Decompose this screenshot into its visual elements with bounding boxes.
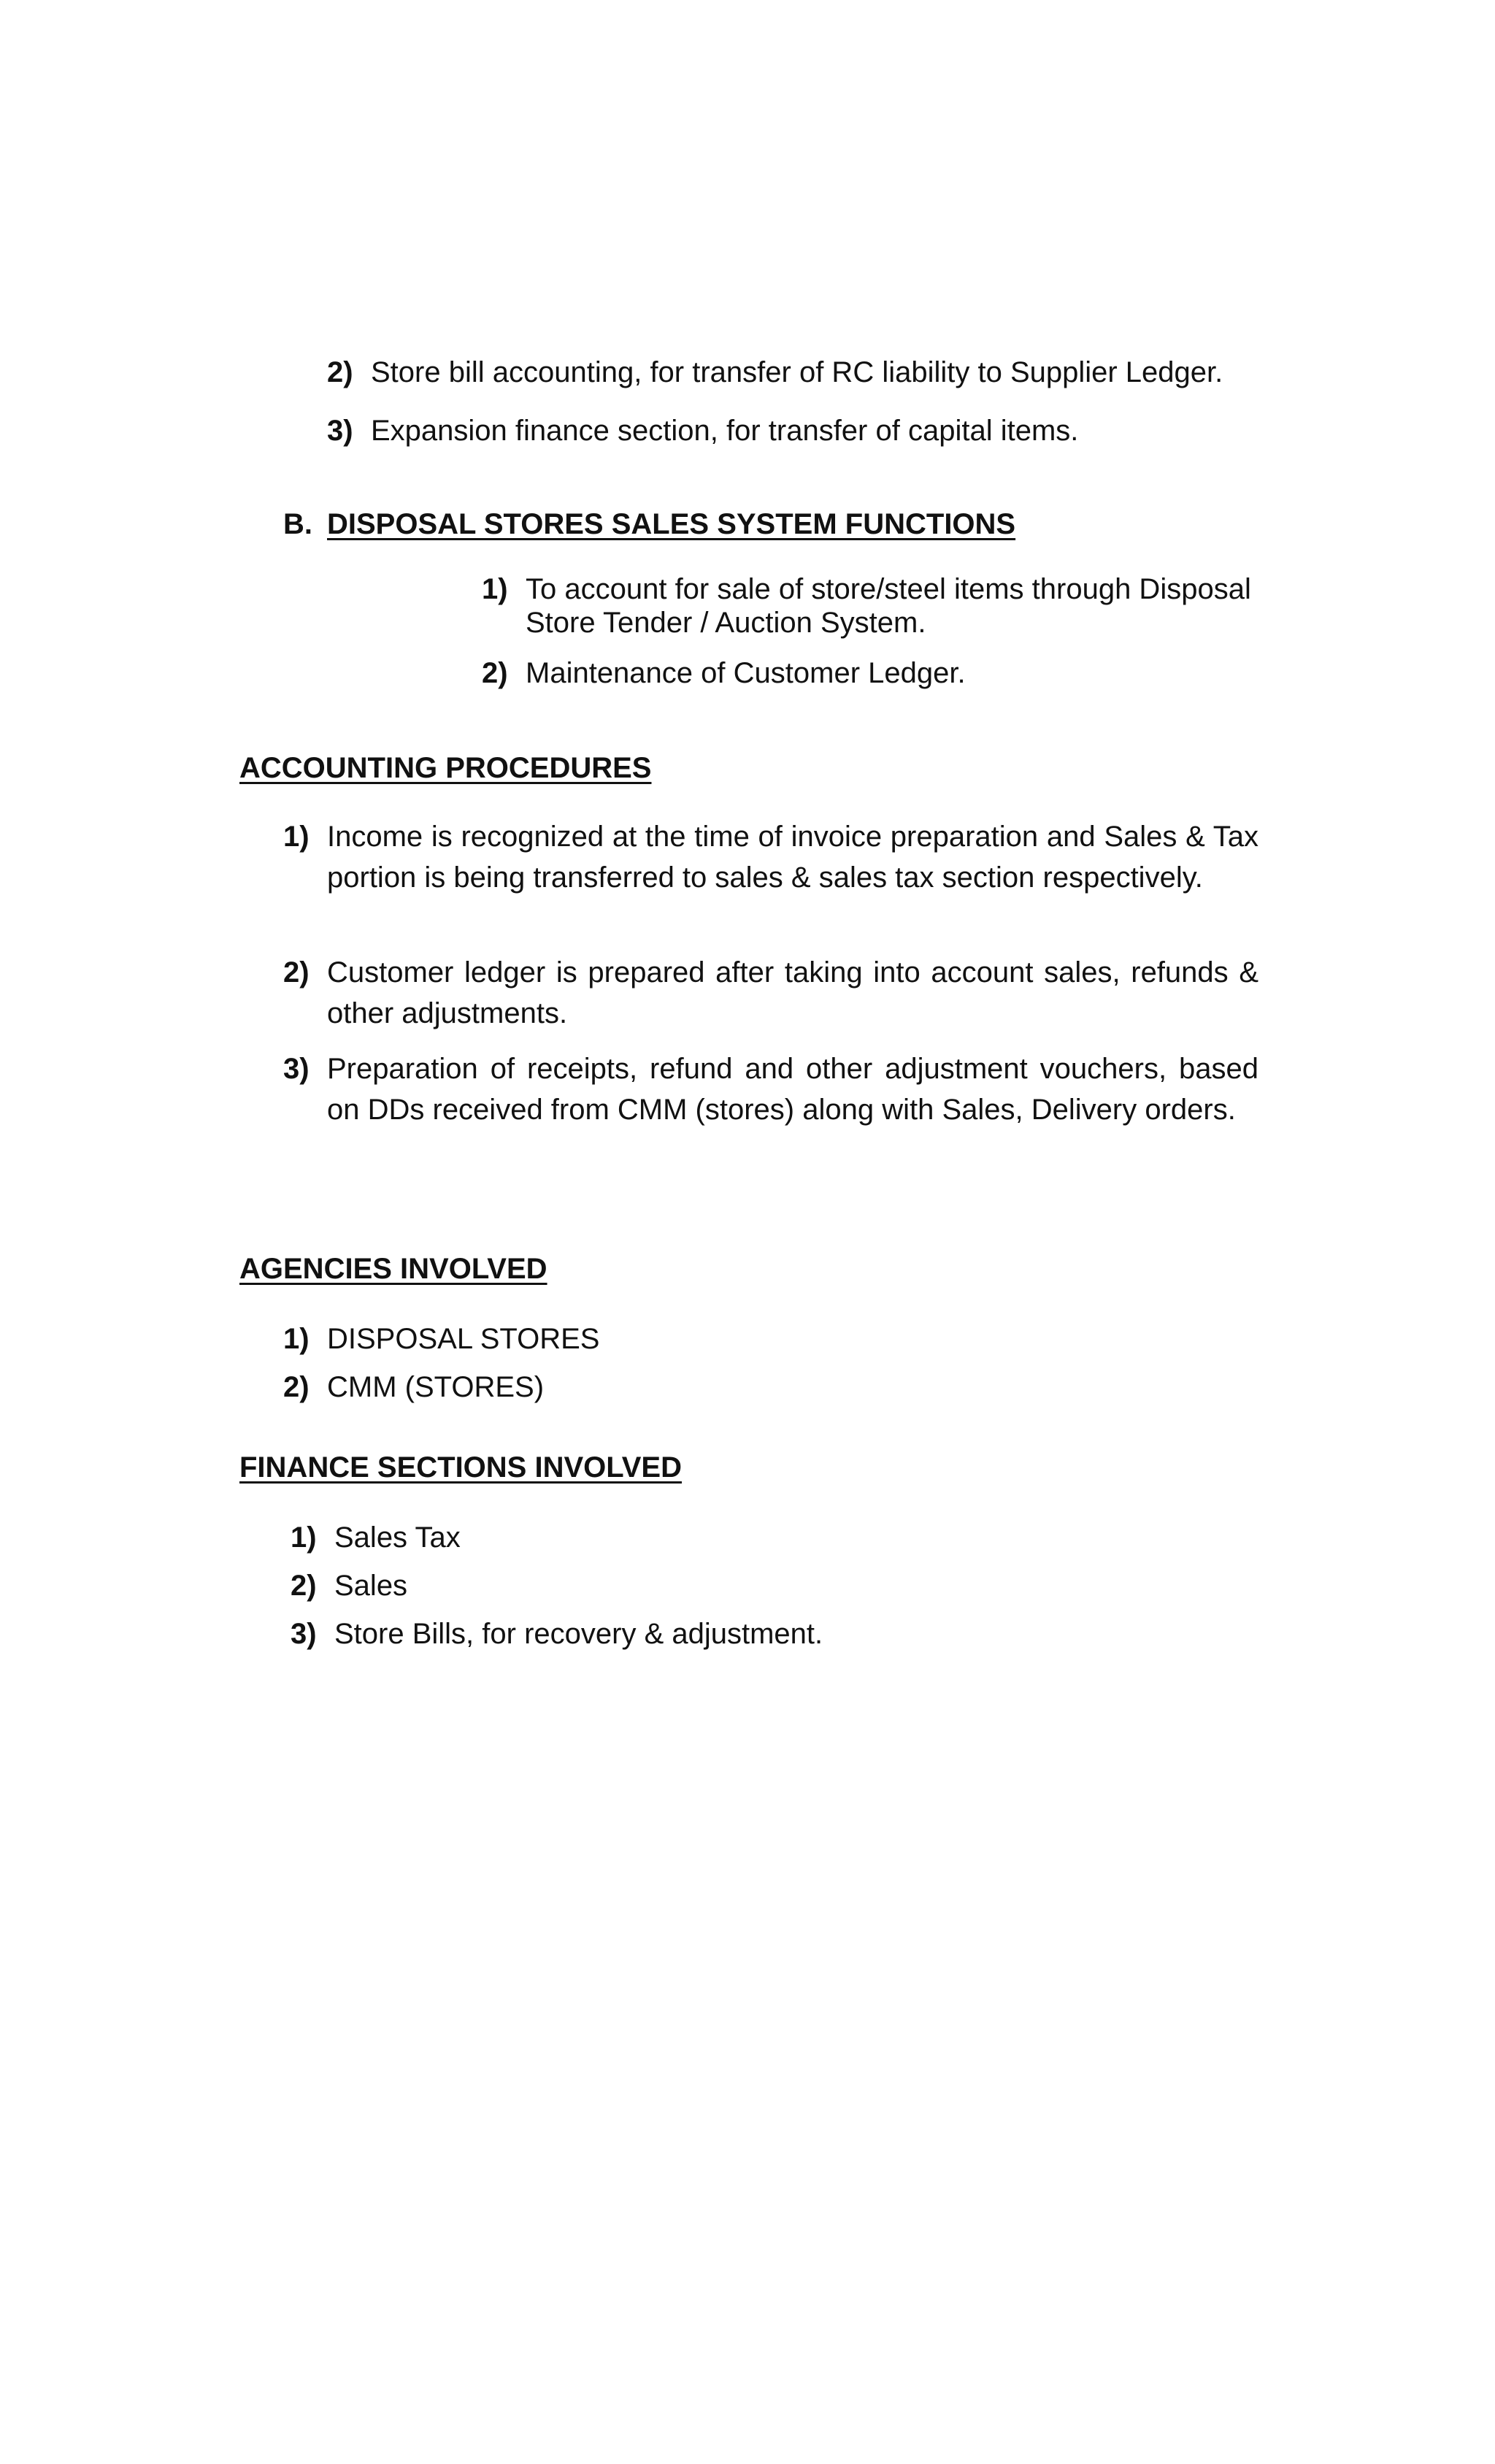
item-number: 2) (327, 356, 353, 388)
item-text: To account for sale of store/steel items through Disposal Store Tender / Auction System. (526, 573, 1251, 639)
item-number: 1) (291, 1521, 317, 1554)
list-item (291, 1613, 1240, 1654)
item-text: Expansion finance section, for transfer of capital items. (371, 415, 1079, 447)
item-text: Income is recognized at the time of invoice preparation and Sales & Tax portion is being transferred to sales & sales tax section respectively. (327, 821, 1258, 894)
finance-sections-heading: FINANCE SECTIONS INVOLVED (239, 1451, 682, 1484)
item-number: 2) (283, 956, 310, 989)
list-item (327, 410, 1276, 451)
list-item (482, 572, 1270, 640)
item-number: 3) (283, 1053, 310, 1085)
section-b-heading: DISPOSAL STORES SALES SYSTEM FUNCTIONS (327, 508, 1016, 540)
list-item (283, 952, 1258, 1034)
item-text: Sales Tax (334, 1521, 461, 1554)
item-number: 2) (283, 1371, 310, 1403)
item-number: 1) (283, 1323, 310, 1355)
list-item (283, 816, 1258, 898)
item-number: 3) (291, 1618, 317, 1650)
accounting-procedures-heading: ACCOUNTING PROCEDURES (239, 752, 652, 784)
item-text: Store bill accounting, for transfer of RC liability to Supplier Ledger. (371, 356, 1223, 388)
item-number: 2) (291, 1570, 317, 1602)
list-item (283, 1319, 1232, 1359)
item-text: DISPOSAL STORES (327, 1323, 600, 1355)
item-text: Sales (334, 1570, 408, 1602)
item-text: Maintenance of Customer Ledger. (526, 657, 966, 689)
item-number: 2) (482, 657, 508, 689)
list-item (283, 1367, 1232, 1408)
section-letter: B. (283, 508, 312, 540)
item-text: Preparation of receipts, refund and other adjustment vouchers, based on DDs received from CMM (stores) along with Sales, Delivery orders. (327, 1053, 1258, 1126)
list-item (327, 352, 1276, 393)
list-item (291, 1565, 1240, 1606)
item-number: 1) (283, 821, 310, 853)
item-text: Store Bills, for recovery & adjustment. (334, 1618, 823, 1650)
agencies-involved-heading: AGENCIES INVOLVED (239, 1253, 547, 1285)
list-item (291, 1517, 1240, 1558)
item-text: Customer ledger is prepared after taking into account sales, refunds & other adjustments. (327, 956, 1258, 1029)
list-item (482, 653, 1270, 694)
item-text: CMM (STORES) (327, 1371, 545, 1403)
list-item (283, 1048, 1258, 1130)
item-number: 3) (327, 415, 353, 447)
item-number: 1) (482, 573, 508, 605)
